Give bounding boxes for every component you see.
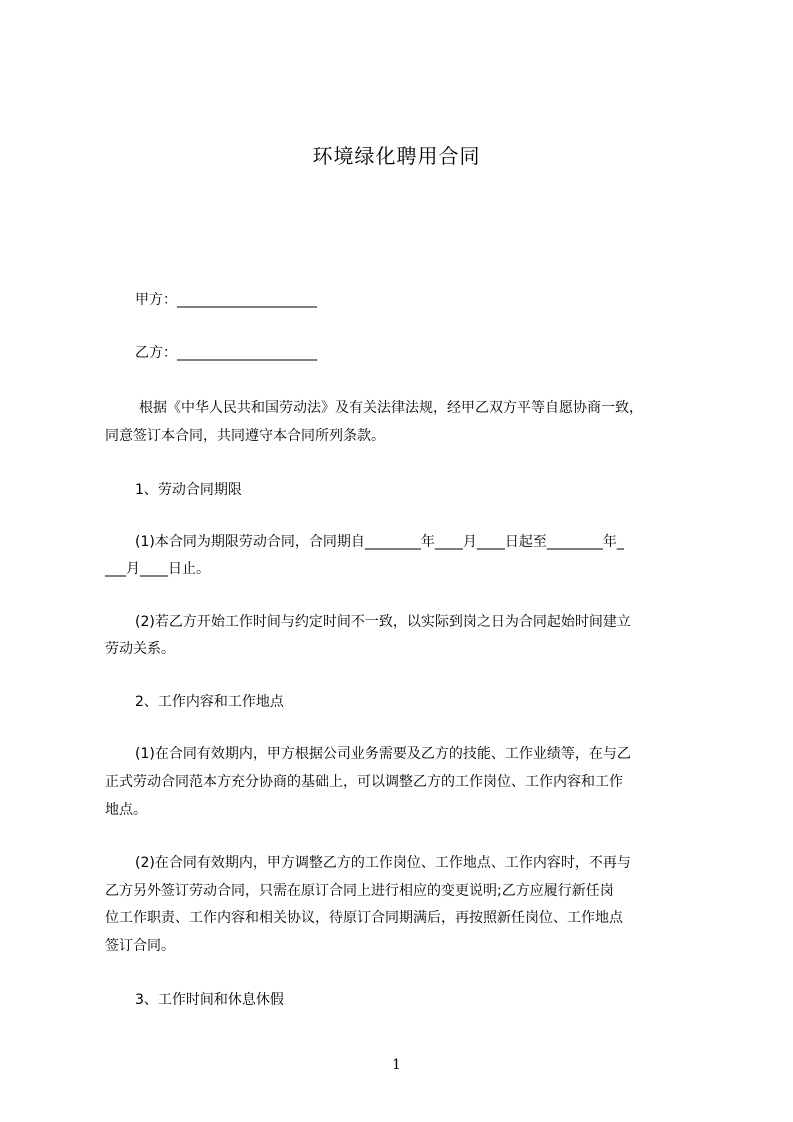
preamble-line-2: 同意签订本合同，共同遵守本合同所列条款。 xyxy=(105,428,385,444)
section-2-clause-2-line-2: 乙方另外签订劳动合同，只需在原订合同上进行相应的变更说明;乙方应履行新任岗 xyxy=(105,883,614,899)
section-1-clause-2-line-1: (2)若乙方开始工作时间与约定时间不一致，以实际到岗之日为合同起始时间建立 xyxy=(135,614,631,630)
party-a-line: 甲方：____________________ xyxy=(135,292,317,308)
preamble-line-1: 根据《中华人民共和国劳动法》及有关法律法规，经甲乙双方平等自愿协商一致， xyxy=(139,400,643,416)
section-1-clause-2-line-2: 劳动关系。 xyxy=(105,641,175,657)
section-2-clause-2-line-1: (2)在合同有效期内，甲方调整乙方的工作岗位、工作地点、工作内容时，不再与 xyxy=(135,855,631,871)
document-title: 环境绿化聘用合同 xyxy=(312,144,481,168)
section-2-clause-1-line-1: (1)在合同有效期内，甲方根据公司业务需要及乙方的技能、工作业绩等，在与乙 xyxy=(135,746,631,762)
section-2-heading: 2、工作内容和工作地点 xyxy=(135,694,284,710)
section-2-clause-1-line-3: 地点。 xyxy=(105,802,147,818)
section-2-clause-2-line-3: 位工作职责、工作内容和相关协议，待原订合同期满后，再按照新任岗位、工作地点 xyxy=(105,910,623,926)
section-3-heading: 3、工作时间和休息休假 xyxy=(135,992,284,1008)
section-2-clause-1-line-2: 正式劳动合同范本方充分协商的基础上，可以调整乙方的工作岗位、工作内容和工作 xyxy=(105,774,623,790)
section-2-clause-2-line-4: 签订合同。 xyxy=(105,938,175,954)
page-number: 1 xyxy=(392,1057,401,1073)
section-1-clause-1-line-2: ___月____日止。 xyxy=(105,561,210,577)
section-1-clause-1-line-1: (1)本合同为期限劳动合同，合同期自________年____月____日起至________年_ xyxy=(135,534,624,550)
party-b-line: 乙方：____________________ xyxy=(135,345,317,361)
section-1-heading: 1、劳动合同期限 xyxy=(135,482,242,498)
